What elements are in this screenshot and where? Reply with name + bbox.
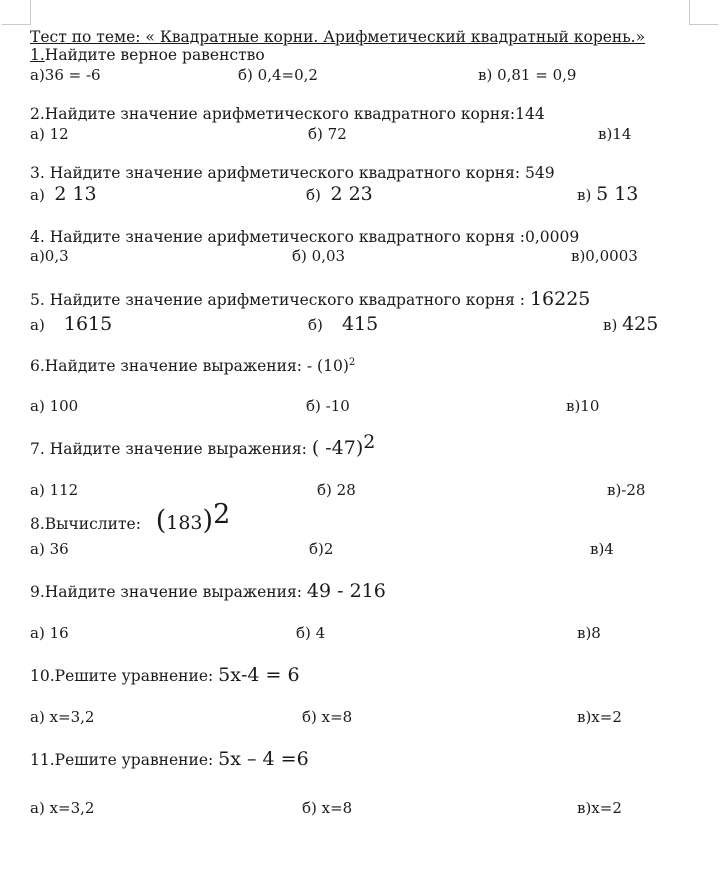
q10-option-a: а) х=3,2 — [30, 708, 95, 726]
question-10-text: 10.Решите уравнение: — [30, 667, 219, 685]
q3-option-b-label: б) — [306, 186, 321, 204]
q9-option-c: в)8 — [577, 624, 601, 642]
q3-option-a-label: а) — [30, 186, 45, 204]
question-4: 4. Найдите значение арифметического квадратного корня :0,0009 — [30, 228, 580, 246]
q3-option-a — [30, 183, 97, 205]
q3-option-c — [577, 183, 638, 205]
q2-option-a: а) 12 — [30, 125, 69, 143]
question-10 — [30, 664, 300, 686]
question-7-text: 7. Найдите значение выражения: — [30, 440, 312, 458]
q1-option-c: в) 0,81 = 0,9 — [478, 66, 577, 84]
question-2: 2.Найдите значение арифметического квадратного корня:144 — [30, 105, 545, 123]
question-10-expression: 5х-4 = 6 — [218, 664, 300, 686]
q2-option-b: б) 72 — [308, 125, 347, 143]
q11-option-a: а) х=3,2 — [30, 799, 95, 817]
question-6 — [30, 357, 355, 375]
q1-option-b: б) 0,4=0,2 — [238, 66, 318, 84]
q4-option-a: а)0,3 — [30, 247, 69, 265]
question-8-open-paren: ( — [155, 505, 167, 536]
q8-option-a: а) 36 — [30, 540, 69, 558]
question-8-expression: 183 — [166, 512, 203, 534]
q8-option-c: в)4 — [590, 540, 614, 558]
question-8-exponent: 2 — [213, 498, 231, 530]
q10-option-c: в)х=2 — [577, 708, 622, 726]
q4-option-b: б) 0,03 — [292, 247, 346, 265]
q3-option-b-value: 2 23 — [330, 183, 373, 205]
question-5-value: 16225 — [529, 288, 591, 310]
question-1-number: 1. — [30, 46, 45, 64]
question-9 — [30, 580, 386, 602]
question-1-text: Найдите верное равенство — [44, 46, 265, 64]
q9-option-b: б) 4 — [296, 624, 326, 642]
q8-option-b: б)2 — [309, 540, 334, 558]
page-corner-mark-left — [2, 0, 31, 25]
question-1 — [30, 46, 265, 64]
q3-option-c-label: в) — [577, 186, 592, 204]
q5-option-b-label: б) — [308, 316, 323, 334]
q11-option-c: в)х=2 — [577, 799, 622, 817]
question-7-expression: ( -47) — [311, 437, 364, 459]
q7-option-b: б) 28 — [317, 481, 356, 499]
q3-option-b — [306, 183, 373, 205]
q5-option-b — [308, 313, 378, 335]
question-6-exponent: 2 — [348, 356, 356, 368]
question-11-expression: 5х – 4 =6 — [218, 748, 309, 770]
q6-option-c: в)10 — [566, 397, 600, 415]
q3-option-c-value: 5 13 — [596, 183, 639, 205]
q3-option-a-value: 2 13 — [54, 183, 97, 205]
title-text: Тест по теме: « Квадратные корни. Арифметический квадратный — [30, 28, 574, 46]
question-5 — [30, 288, 590, 310]
q11-option-b: б) х=8 — [302, 799, 353, 817]
q5-option-c — [603, 313, 658, 335]
q7-option-c: в)-28 — [607, 481, 646, 499]
title-last-word: корень.» — [573, 28, 646, 46]
question-8-close-paren: ) — [202, 505, 214, 536]
question-3: 3. Найдите значение арифметического квадратного корня: 549 — [30, 164, 555, 182]
q7-option-a: а) 112 — [30, 481, 79, 499]
question-9-text: 9.Найдите значение выражения: — [30, 583, 307, 601]
q5-option-c-value: 425 — [622, 313, 659, 335]
question-5-text: 5. Найдите значение арифметического квадратного корня : — [30, 291, 530, 309]
question-11 — [30, 748, 309, 770]
q5-option-a-value: 1615 — [63, 313, 113, 335]
q1-option-a: а)36 = -6 — [30, 66, 101, 84]
q4-option-c: в)0,0003 — [571, 247, 638, 265]
page-title — [30, 27, 645, 47]
q10-option-b: б) х=8 — [302, 708, 353, 726]
question-6-text: 6.Найдите значение выражения: - (10) — [30, 357, 349, 375]
q5-option-a-label: а) — [30, 316, 45, 334]
question-7-exponent: 2 — [363, 430, 376, 453]
question-7 — [30, 430, 376, 459]
q6-option-a: а) 100 — [30, 397, 79, 415]
q9-option-a: а) 16 — [30, 624, 69, 642]
question-8 — [30, 498, 231, 536]
q6-option-b: б) -10 — [306, 397, 350, 415]
q5-option-b-value: 415 — [341, 313, 379, 335]
page-corner-mark-right — [689, 0, 718, 25]
question-9-expression: 49 - 216 — [306, 580, 386, 602]
question-11-text: 11.Решите уравнение: — [30, 751, 219, 769]
question-8-text: 8.Вычислите: — [30, 515, 141, 533]
q5-option-a — [30, 313, 112, 335]
q2-option-c: в)14 — [598, 125, 632, 143]
q5-option-c-label: в) — [603, 316, 618, 334]
